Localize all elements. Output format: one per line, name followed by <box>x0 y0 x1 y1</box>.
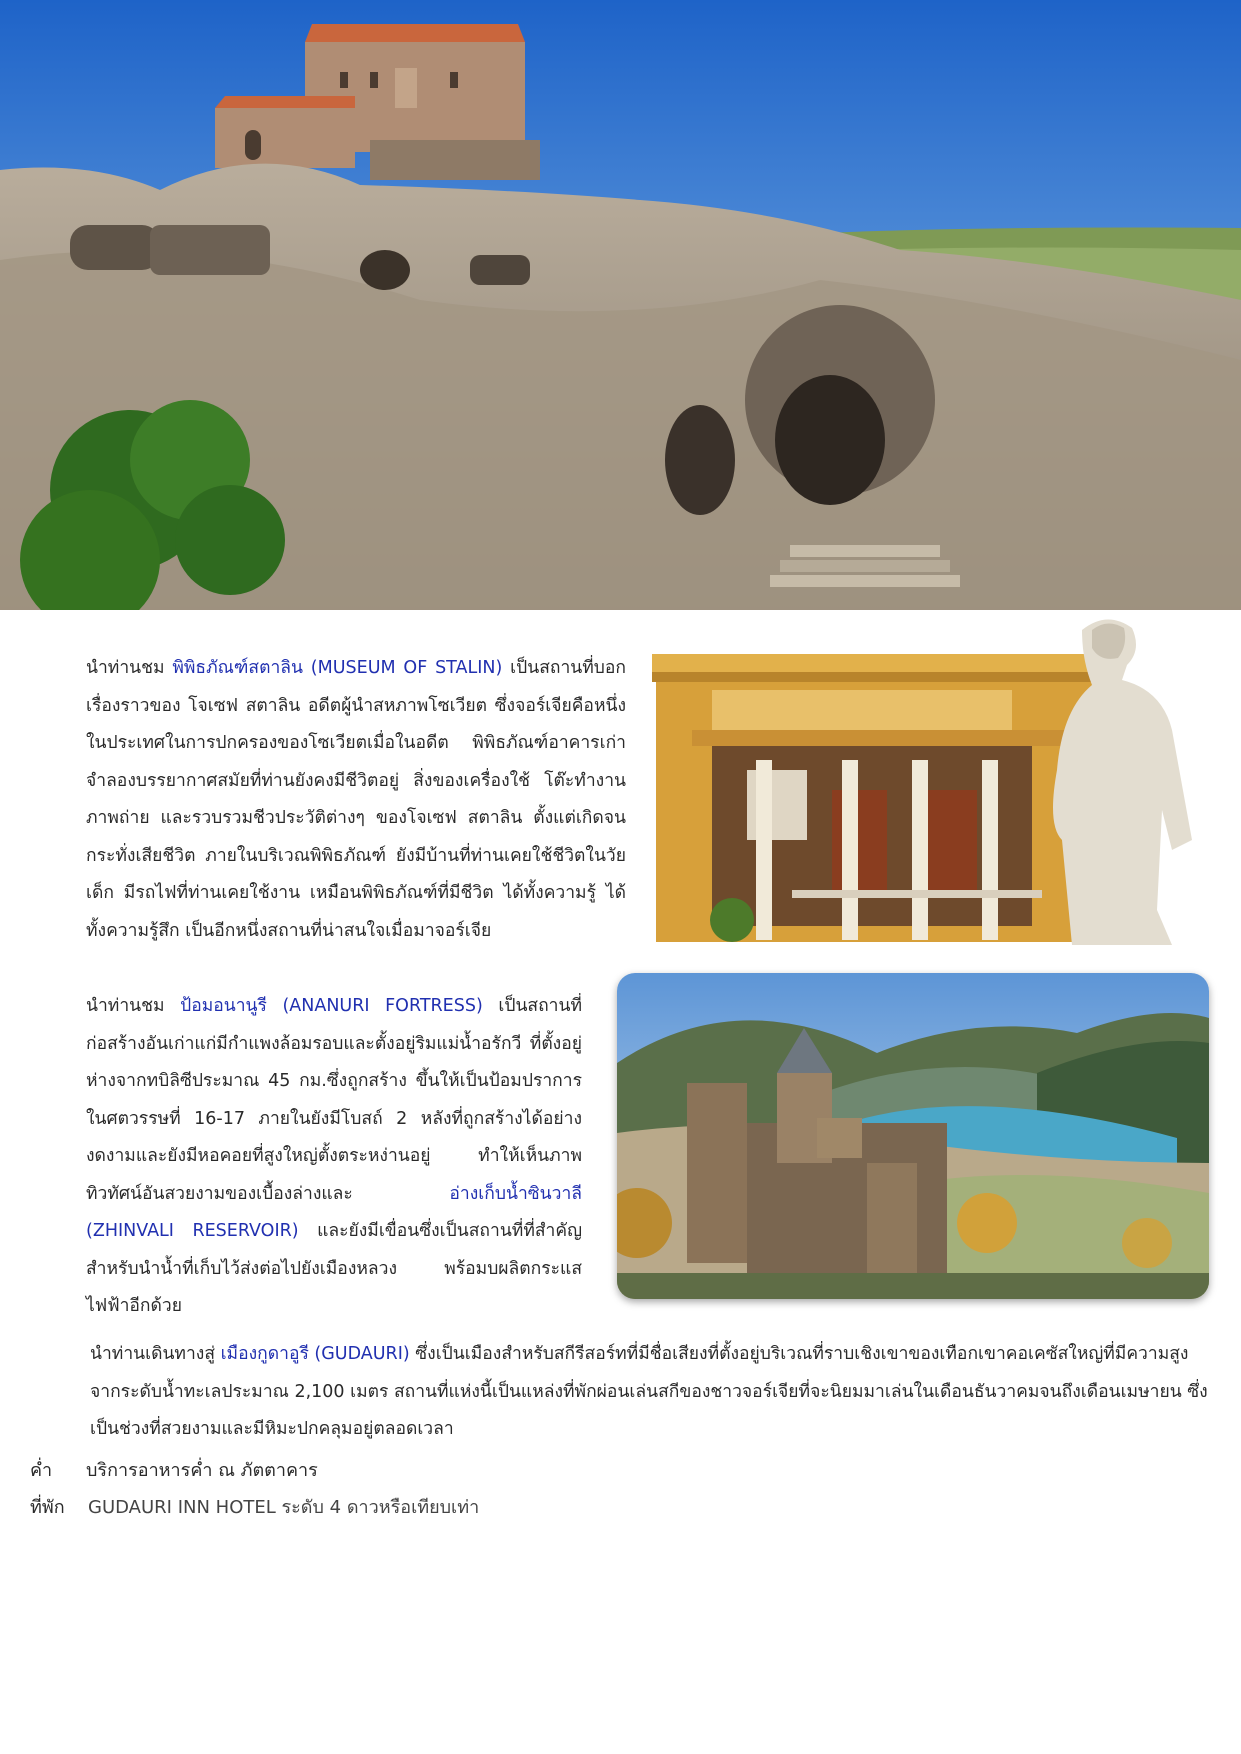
gudauri-paragraph: นำท่านเดินทางสู่ เมืองกูดาอูรี (GUDAURI) ซึ่งเป็นเมืองสำหรับสกีรีสอร์ทที่มีชื่อเสียงที่ตั้งอยู่บริเวณที่ราบเชิงเขาของเทือกเขาคอเคซัสใหญ่ที่มีความสูงจากระดับน้ำทะเลประมาณ 2,100 เมตร สถานที่แห่งนี้เป็นแหล่งที่พักผ่อนเล่นสกีของชาวจอร์เจียที่จะนิยมมาเล่นในเดือนธันวาคมจนถึงเดือนเมษายน ซึ่งเป็นช่วงที่สวยงามและมีหิมะปกคลุมอยู่ตลอดเวลา <box>90 1344 1208 1439</box>
stalin-museum-photo <box>652 610 1241 945</box>
ananuri-fortress-photo <box>617 973 1209 1299</box>
hotel-label: ที่พัก <box>30 1497 65 1518</box>
ananuri-paragraph: นำท่านชม ป้อมอนานูรี (ANANURI FORTRESS) เป็นสถานที่ก่อสร้างอันเก่าแก่มีกำแพงล้อมรอบและตั้งอยู่ริมแม่น้ำอรักวี ที่ตั้งอยู่ห่างจากทบิลิซีประมาณ 45 กม.ซึ่งถูกสร้าง ขึ้นให้เป็นป้อมปราการในศตวรรษที่ 16-17 ภายในยังมีโบสถ์ 2 หลังที่ถูกสร้างได้อย่างงดงามและยังมีหอคอยที่สูงใหญ่ตั้งตระหง่านอยู่ ทำให้เห็นภาพทิวทัศน์อันสวยงามของเบื้องล่างและ อ่างเก็บน้ำซินวาลี (ZHINVALI RESERVOIR) และยังมีเขื่อนซึ่งเป็นสถานที่ที่สำคัญสำหรับนำน้ำที่เก็บไว้ส่งต่อไปยังเมืองหลวง พร้อมบผลิตกระแสไฟฟ้าอีกด้วย <box>86 996 583 1316</box>
stalin-museum-name: พิพิธภัณฑ์สตาลิน (MUSEUM OF STALIN) <box>172 658 503 678</box>
zhinvali-reservoir-name: อ่างเก็บน้ำซินวาลี (ZHINVALI RESERVOIR) <box>86 1183 582 1241</box>
gudauri-name: เมืองกูดาอูรี (GUDAURI) <box>220 1344 410 1364</box>
stalin-museum-paragraph: นำท่านชม พิพิธภัณฑ์สตาลิน (MUSEUM OF STALIN) เป็นสถานที่บอกเรื่องราวของ โจเซฟ สตาลิน อดีตผู้นำสหภาพโซเวียต ซึ่งจอร์เจียคือหนึ่งในประเทศในการปกครองของโซเวียตเมื่อในอดีต พิพิธภัณฑ์อาคารเก่าจำลองบรรยากาศสมัยที่ท่านยังคงมีชีวิตอยู่ สิ่งของเครื่องใช้ โต๊ะทำงาน ภาพถ่าย และรวบรวมชีวประวัติต่างๆ ของโจเซฟ สตาลิน ตั้งแต่เกิดจนกระทั่งเสียชีวิต ภายในบริเวณพิพิธภัณฑ์ ยังมีบ้านที่ท่านเคยใช้ชีวิตในวัยเด็ก มีรถไฟที่ท่านเคยใช้งาน เหมือนพิพิธภัณฑ์ที่มีชีวิต ได้ทั้งความรู้ ได้ทั้งความรู้สึก เป็นอีกหนึ่งสถานที่น่าสนใจเมื่อมาจอร์เจีย <box>86 658 627 941</box>
hero-image-uplistsikhe <box>0 0 1241 610</box>
ananuri-fortress-name: ป้อมอนานูรี (ANANURI FORTRESS) <box>180 996 483 1016</box>
hotel-value: GUDAURI INN HOTEL ระดับ 4 ดาวหรือเทียบเท่า <box>88 1497 480 1518</box>
dinner-label: ค่ำ <box>30 1460 53 1481</box>
dinner-value: บริการอาหารค่ำ ณ ภัตตาคาร <box>86 1460 318 1481</box>
